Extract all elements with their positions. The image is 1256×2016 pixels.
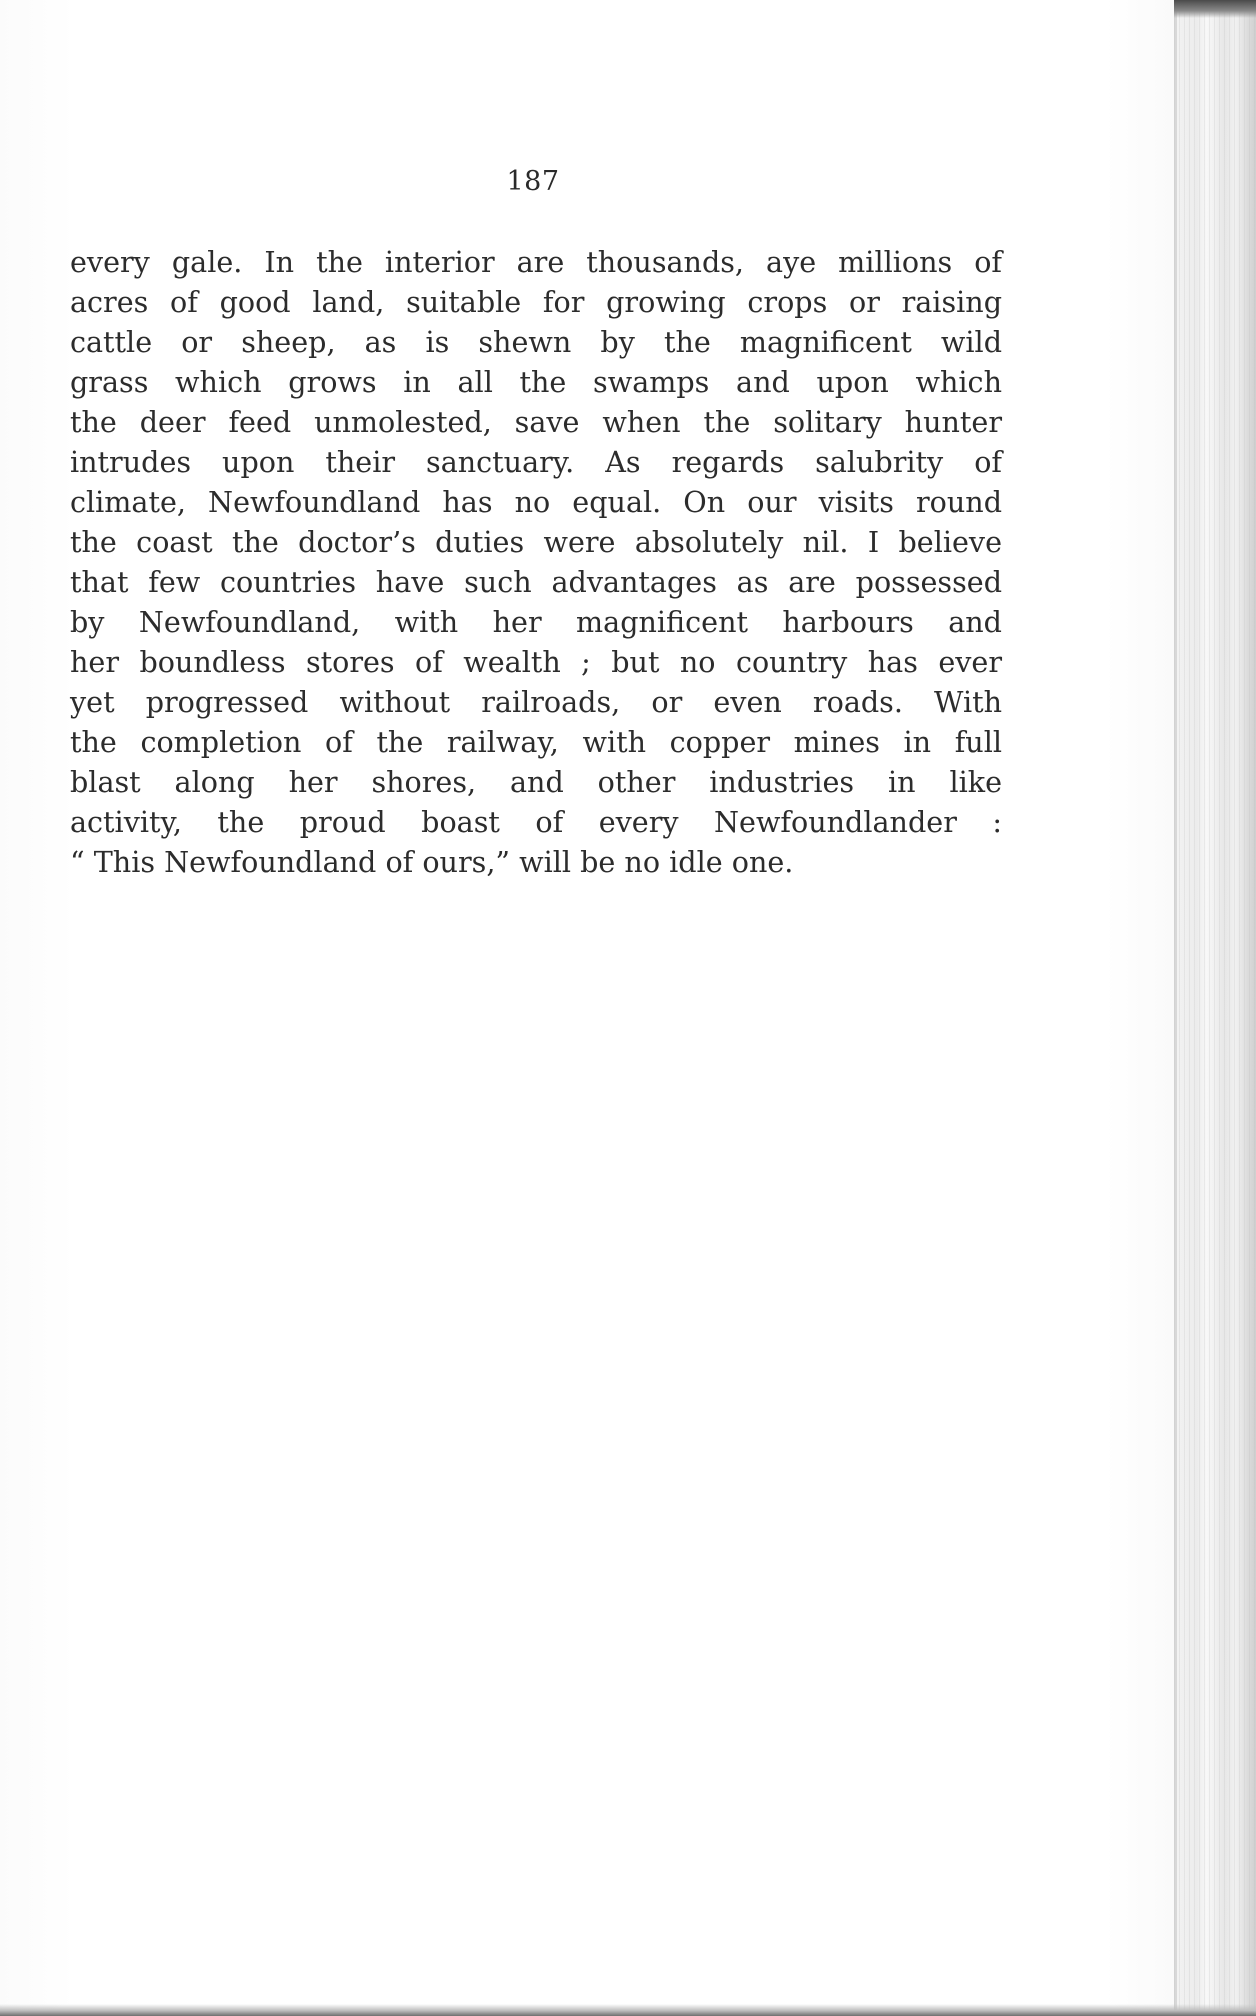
page-number: 187 — [506, 166, 560, 197]
text-line: intrudes upon their sanctuary. As regards salubrity of — [70, 445, 1002, 479]
text-line: the completion of the railway, with copper mines in full — [70, 725, 1002, 759]
page-bottom-shadow — [0, 2004, 1256, 2016]
text-line: acres of good land, suitable for growing crops or raising — [70, 285, 1002, 319]
text-line: yet progressed without railroads, or even roads. With — [70, 685, 1002, 719]
text-line: every gale. In the interior are thousands, aye millions of — [70, 245, 1002, 279]
text-line: that few countries have such advantages as are possessed — [70, 565, 1002, 599]
text-line: cattle or sheep, as is shewn by the magnificent wild — [70, 325, 1002, 359]
text-line: by Newfoundland, with her magnificent harbours and — [70, 605, 1002, 639]
text-line: grass which grows in all the swamps and upon which — [70, 365, 1002, 399]
text-line: the coast the doctor’s duties were absolutely nil. I believe — [70, 525, 1002, 559]
page-corner-shadow — [1174, 0, 1256, 18]
text-line: the deer feed unmolested, save when the solitary hunter — [70, 405, 1002, 439]
text-line: her boundless stores of wealth ; but no country has ever — [70, 645, 1002, 679]
page-edge-lines — [1174, 0, 1256, 2016]
text-line: activity, the proud boast of every Newfoundlander : — [70, 805, 1002, 839]
body-text — [70, 242, 1002, 882]
text-line-last: “ This Newfoundland of ours,” will be no idle one. — [70, 845, 794, 879]
text-line: climate, Newfoundland has no equal. On our visits round — [70, 485, 1002, 519]
text-line: blast along her shores, and other industries in like — [70, 765, 1002, 799]
